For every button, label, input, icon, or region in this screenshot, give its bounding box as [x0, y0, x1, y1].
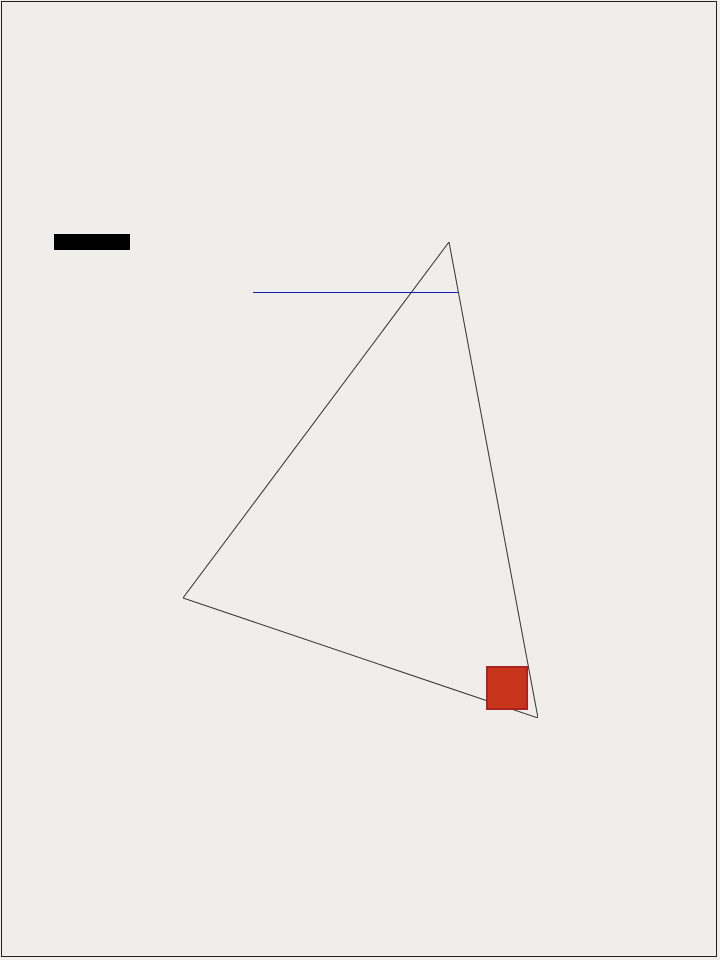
red-seal-stamp: [486, 666, 528, 710]
triangle-lines: [183, 242, 538, 718]
center-panel: [183, 242, 538, 718]
title-divider: [253, 292, 458, 293]
tuan-triet-badge: [54, 234, 130, 250]
